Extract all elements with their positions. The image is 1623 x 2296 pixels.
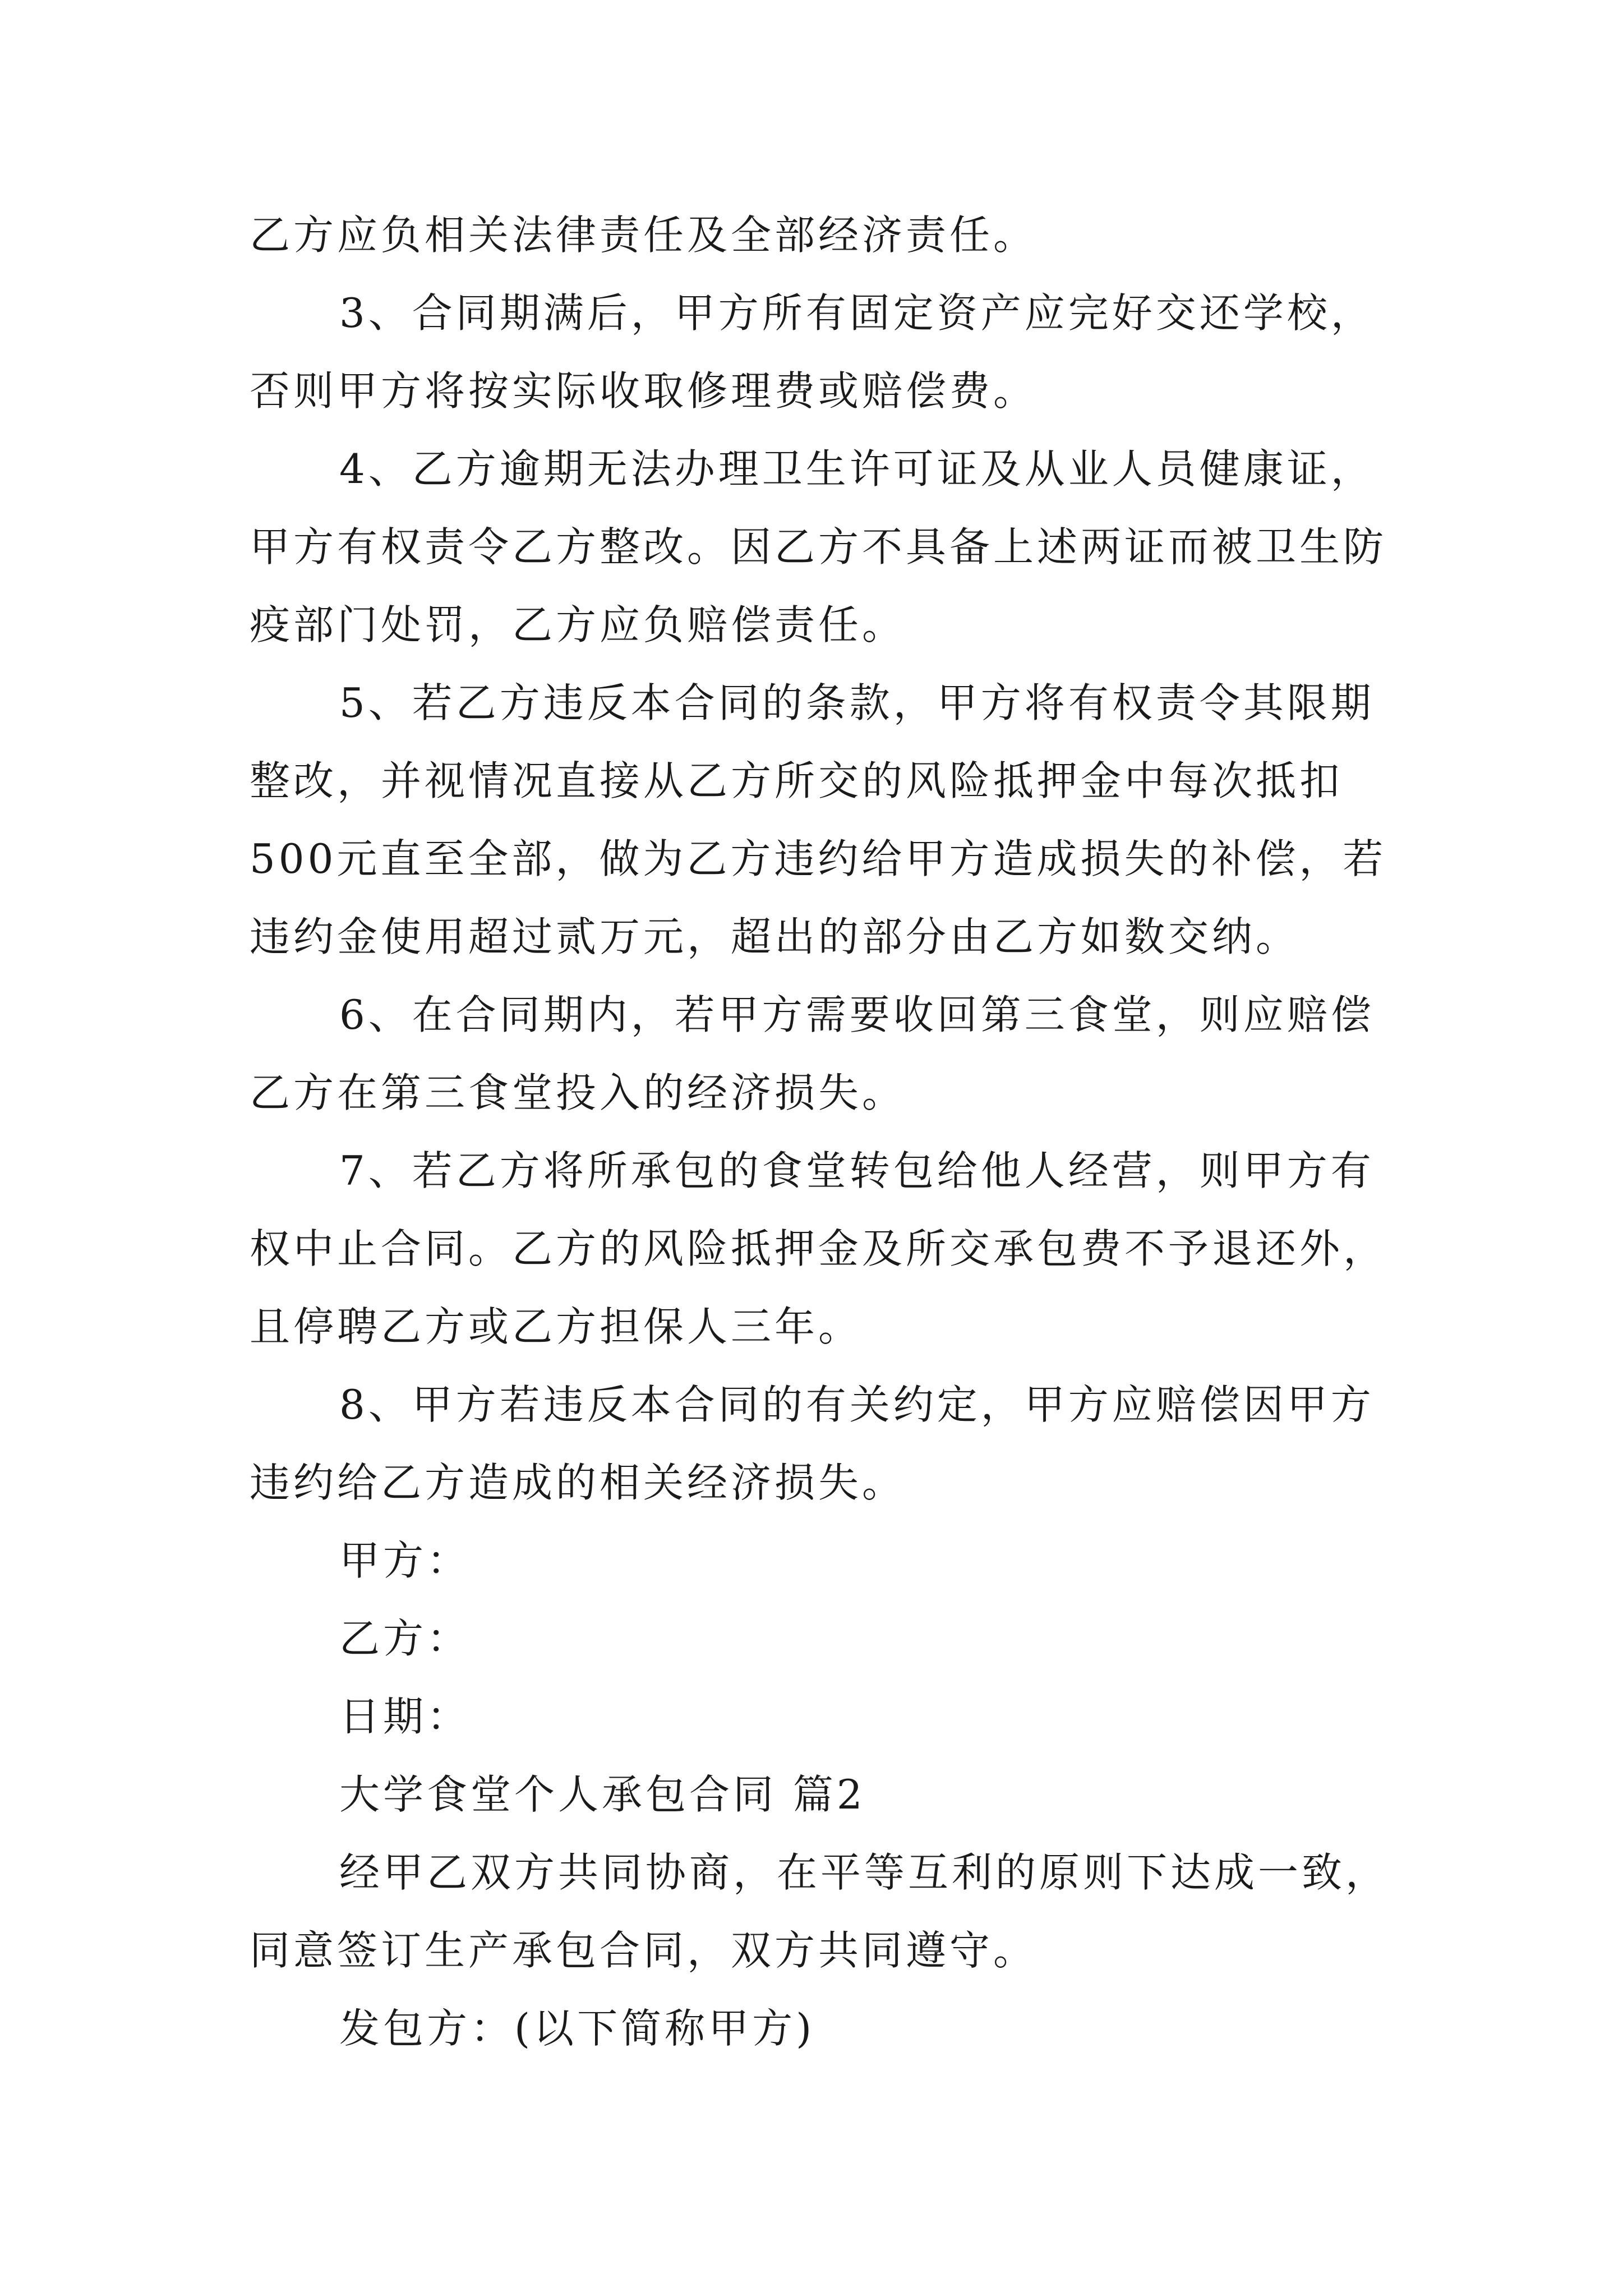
paragraph-p2-line-1: 3、合同期满后，甲方所有固定资产应完好交还学校， xyxy=(339,289,1375,337)
paragraph-p5-line-2: 乙方在第三食堂投入的经济损失。 xyxy=(250,1069,906,1116)
paragraph-p4-line-4: 违约金使用超过贰万元，超出的部分由乙方如数交纳。 xyxy=(250,913,1300,960)
paragraph-p3-line-1: 4、乙方逾期无法办理卫生许可证及从业人员健康证， xyxy=(339,445,1375,493)
paragraph-p6-line-3: 且停聘乙方或乙方担保人三年。 xyxy=(250,1303,863,1350)
paragraph-p12-line-1: 经甲乙双方共同协商，在平等互利的原则下达成一致， xyxy=(339,1849,1390,1896)
paragraph-p4-line-3: 500元直至全部，做为乙方违约给甲方造成损失的补偿，若 xyxy=(250,835,1387,882)
paragraph-p11-line-1: 大学食堂个人承包合同 篇2 xyxy=(339,1771,866,1818)
paragraph-p7-line-2: 违约给乙方造成的相关经济损失。 xyxy=(250,1459,906,1506)
paragraph-p9-line-1: 乙方： xyxy=(339,1615,471,1662)
paragraph-p13-line-1: 发包方：(以下简称甲方) xyxy=(339,2005,815,2052)
paragraph-p3-line-2: 甲方有权责令乙方整改。因乙方不具备上述两证而被卫生防 xyxy=(250,523,1387,570)
paragraph-p5-line-1: 6、在合同期内，若甲方需要收回第三食堂，则应赔偿 xyxy=(339,991,1375,1038)
paragraph-p8-line-1: 甲方： xyxy=(339,1537,471,1584)
paragraph-p6-line-2: 权中止合同。乙方的风险抵押金及所交承包费不予退还外， xyxy=(250,1225,1387,1272)
document-body xyxy=(250,196,1388,2068)
paragraph-p10-line-1: 日期： xyxy=(339,1693,471,1740)
paragraph-p7-line-1: 8、甲方若违反本合同的有关约定，甲方应赔偿因甲方 xyxy=(339,1381,1375,1428)
paragraph-p12-line-2: 同意签订生产承包合同，双方共同遵守。 xyxy=(250,1927,1038,1974)
paragraph-p6-line-1: 7、若乙方将所承包的食堂转包给他人经营，则甲方有 xyxy=(339,1147,1375,1194)
paragraph-p1-line-1: 乙方应负相关法律责任及全部经济责任。 xyxy=(250,211,1038,259)
paragraph-p3-line-3: 疫部门处罚，乙方应负赔偿责任。 xyxy=(250,601,906,648)
paragraph-p4-line-1: 5、若乙方违反本合同的条款，甲方将有权责令其限期 xyxy=(339,679,1375,726)
paragraph-p4-line-2: 整改，并视情况直接从乙方所交的风险抵押金中每次抵扣 xyxy=(250,757,1344,804)
paragraph-p2-line-2: 否则甲方将按实际收取修理费或赔偿费。 xyxy=(250,367,1038,415)
